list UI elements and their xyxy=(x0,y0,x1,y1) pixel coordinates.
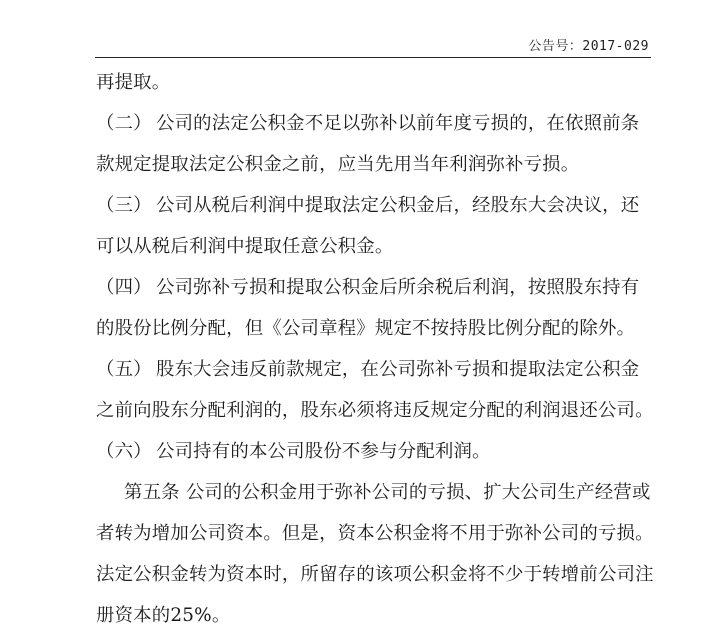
text-line: 的股份比例分配，但《公司章程》规定不按持股比例分配的除外。 xyxy=(96,318,636,339)
announcement-number: 公告号：2017-029 xyxy=(528,39,649,54)
text-line: （五） 股东大会违反前款规定，在公司弥补亏损和提取法定公积金 xyxy=(96,349,652,390)
text-line: 法定公积金转为资本时，所留存的该项公积金将不少于转增前公司注 xyxy=(96,564,654,585)
text-line: 之前向股东分配利润的，股东必须将违反规定分配的利润退还公司。 xyxy=(96,400,654,421)
text-line: （三） 公司从税后利润中提取法定公积金后，经股东大会决议，还 xyxy=(96,185,652,226)
item-number: （五） xyxy=(96,359,152,380)
text-line: 可以从税后利润中提取任意公积金。 xyxy=(96,236,394,257)
article-heading-line: 第五条 公司的公积金用于弥补公司的亏损、扩大公司生产经营或 xyxy=(124,482,651,503)
text-line: （六） 公司持有的本公司股份不参与分配利润。 xyxy=(96,431,652,472)
document-body xyxy=(96,62,652,636)
text-line: （四） 公司弥补亏损和提取公积金后所余税后利润，按照股东持有 xyxy=(96,267,652,308)
item-number: （三） xyxy=(96,195,152,216)
text-line: 者转为增加公司资本。但是，资本公积金将不用于弥补公司的亏损。 xyxy=(96,523,654,544)
item-number: （二） xyxy=(96,113,152,134)
item-number: （四） xyxy=(96,277,152,298)
text-line: 再提取。 xyxy=(96,72,171,93)
text-line: 册资本的25%。 xyxy=(96,605,231,626)
page-header xyxy=(95,0,651,58)
text-line: （二） 公司的法定公积金不足以弥补以前年度亏损的，在依照前条 xyxy=(96,103,652,144)
text-line: 款规定提取法定公积金之前，应当先用当年利润弥补亏损。 xyxy=(96,154,580,175)
item-number: （六） xyxy=(96,441,152,462)
